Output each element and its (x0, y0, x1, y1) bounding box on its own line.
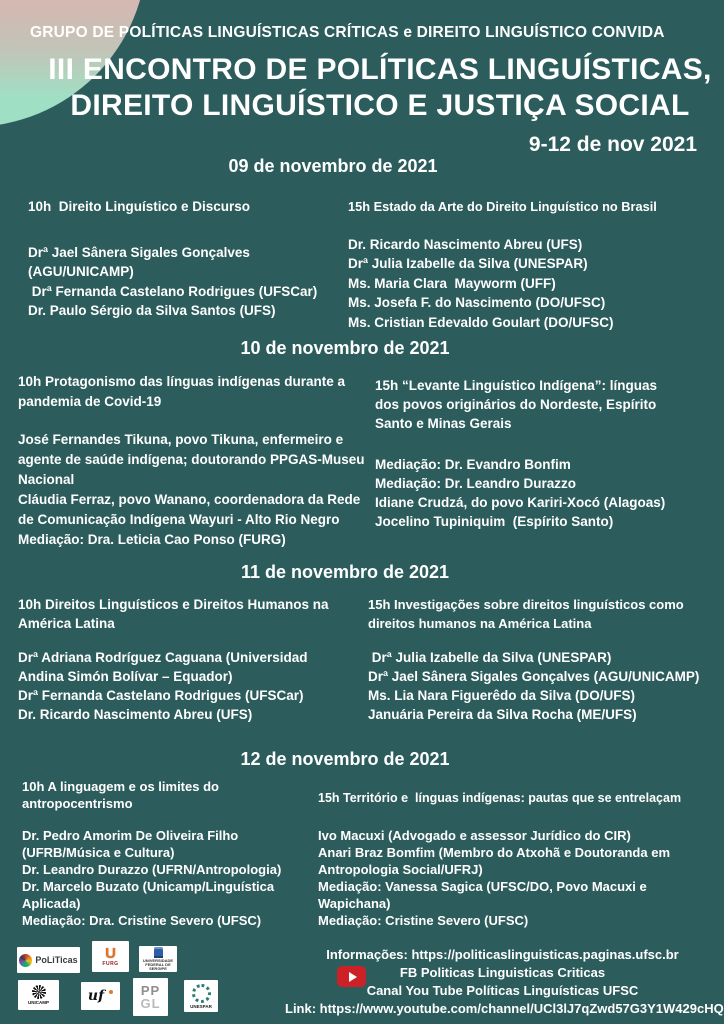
speaker-line: Januária Pereira da Silva Rocha (ME/UFS) (368, 707, 637, 722)
speaker-line: Drª Fernanda Castelano Rodrigues (UFSCar) (28, 283, 318, 299)
day-header-10-nov: 10 de novembro de 2021 (240, 338, 450, 358)
ufs-logo (139, 946, 177, 972)
speaker-line: Dr. Paulo Sérgio da Silva Santos (UFS) (28, 303, 276, 318)
furg-label: FURG (102, 961, 119, 967)
session-title-line: pandemia de Covid-19 (18, 394, 162, 409)
session-title (318, 790, 718, 807)
session-title-line: 15h Território e línguas indígenas: pautas que se entrelaçam (318, 791, 682, 805)
speaker-list (368, 648, 716, 724)
speaker-line: Drª Julia Izabelle da Silva (UNESPAR) (348, 256, 588, 271)
politicas-label: PoLiTicas (35, 955, 78, 965)
speaker-line: Andina Simón Bolívar – Equador) (18, 669, 233, 684)
speaker-line: Dr. Leandro Durazzo (UFRN/Antropologia) (22, 862, 282, 877)
session-title-line: 15h Estado da Arte do Direito Linguístico no Brasil (348, 199, 657, 214)
speaker-line: Nacional (18, 472, 75, 487)
uf-orange-dot-icon (109, 990, 113, 994)
footer-info (285, 946, 724, 1018)
session-title (375, 376, 710, 433)
speaker-line: Wapichana) (318, 896, 391, 911)
speaker-line: Dr. Marcelo Buzato (Unicamp/Linguística (22, 879, 275, 894)
speaker-line: José Fernandes Tikuna, povo Tikuna, enfermeiro e (18, 432, 344, 447)
speaker-line: Mediação: Dr. Evandro Bonfim (375, 457, 571, 472)
session-title-line: 15h “Levante Linguístico Indígena”: línguas (375, 378, 658, 393)
speaker-line: Dr. Ricardo Nascimento Abreu (UFS) (18, 707, 253, 722)
speaker-line: Drª Jael Sânera Sigales Gonçalves (AGU/UNICAMP) (368, 669, 700, 684)
speaker-line: Drª Adriana Rodríguez Caguana (Universidad (18, 650, 308, 665)
session-12nov-10h (22, 778, 337, 929)
session-title (368, 595, 716, 633)
day-header-09-nov: 09 de novembro de 2021 (228, 156, 438, 176)
speaker-line: Jocelino Tupiniquim (Espírito Santo) (375, 514, 614, 529)
session-title-line: Santo e Minas Gerais (375, 416, 512, 431)
session-title-line: direitos humanos na América Latina (368, 616, 592, 631)
session-title (22, 778, 337, 812)
speaker-line: Mediação: Dra. Cristine Severo (UFSC) (22, 913, 262, 928)
page-title (36, 52, 724, 124)
title-line-2: DIREITO LINGUÍSTICO E JUSTIÇA SOCIAL (70, 89, 690, 122)
speaker-list (22, 827, 337, 929)
session-11nov-15h (368, 595, 716, 724)
session-title-line: 10h Direito Linguístico e Discurso (28, 199, 251, 214)
speaker-line: Dr. Pedro Amorim De Oliveira Filho (22, 828, 239, 843)
session-title-line: 10h Direitos Linguísticos e Direitos Humanos na (18, 597, 329, 612)
speaker-line: Drª Jael Sânera Sigales Gonçalves (28, 244, 250, 260)
ppgl-label-top: PP (140, 983, 161, 998)
uf-handwritten-logo (81, 982, 120, 1010)
speaker-line: (UFRB/Música e Cultura) (22, 845, 175, 860)
invite-line: GRUPO DE POLÍTICAS LINGUÍSTICAS CRÍTICAS e DIREITO LINGUÍSTICO CONVIDA (30, 24, 665, 41)
furg-u-icon: U (105, 945, 116, 962)
session-title (348, 197, 683, 217)
speaker-line: Antropologia Social/UFRJ) (318, 862, 483, 877)
uf-handwritten-label: uf (87, 988, 105, 1004)
politicas-pinwheel-icon (19, 954, 32, 967)
speaker-list (18, 648, 358, 724)
unespar-label: UNESPAR (190, 1003, 212, 1009)
speaker-line: (AGU/UNICAMP) (28, 264, 134, 279)
ppgl-logo (133, 978, 168, 1016)
ufs-emblem-icon (154, 947, 163, 958)
session-12nov-15h (318, 790, 718, 929)
speaker-line: Mediação: Vanessa Sagica (UFSC/DO, Povo Macuxi e (318, 879, 647, 894)
info-url-link[interactable]: Informações: https://politicaslinguisticas.paginas.ufsc.br (326, 947, 679, 962)
speaker-line: Mediação: Cristine Severo (UFSC) (318, 913, 529, 928)
session-title-line: dos povos originários do Nordeste, Espírito (375, 397, 657, 412)
session-title-line: antropocentrismo (22, 796, 133, 811)
furg-logo (92, 941, 129, 972)
speaker-line: Ms. Cristian Edevaldo Goulart (DO/UFSC) (348, 314, 614, 330)
speaker-line: Drª Fernanda Castelano Rodrigues (UFSCar) (18, 688, 304, 703)
unespar-logo (184, 980, 218, 1012)
day-header-12-nov: 12 de novembro de 2021 (240, 749, 450, 769)
unicamp-logo (18, 980, 59, 1010)
session-09nov-15h (348, 197, 683, 332)
session-title-line: 10h A linguagem e os limites do (22, 779, 219, 794)
speaker-list (348, 235, 683, 333)
session-title (28, 197, 343, 217)
unicamp-label: UNICAMP (28, 1000, 49, 1005)
unicamp-emblem-icon (32, 985, 46, 999)
session-title (18, 372, 358, 412)
event-dates: 9-12 de nov 2021 (528, 133, 697, 156)
day-header-11-nov: 11 de novembro de 2021 (240, 562, 450, 582)
speaker-list (28, 243, 343, 321)
speaker-line: Idiane Crudzá, do povo Kariri-Xocó (Alagoas) (375, 495, 666, 510)
speaker-list (18, 430, 365, 550)
session-title-line: 10h Protagonismo das línguas indígenas durante a (18, 374, 346, 389)
facebook-page-line: FB Politicas Linguisticas Criticas (399, 965, 606, 980)
speaker-line: agente de saúde indígena; doutorando PPGAS-Museu (18, 452, 365, 467)
session-09nov-10h (28, 197, 343, 321)
politicas-logo (17, 947, 80, 973)
youtube-channel-line: Canal You Tube Políticas Linguísticas UFSC (366, 983, 639, 998)
session-title (18, 595, 358, 633)
speaker-line: Cláudia Ferraz, povo Wanano, coordenadora da Rede (18, 492, 361, 507)
speaker-list (375, 455, 710, 531)
unespar-ring-icon (192, 984, 211, 1003)
session-10nov-10h (18, 372, 365, 550)
session-title-line: América Latina (18, 616, 115, 631)
ppgl-label-bottom: GL (140, 996, 161, 1011)
speaker-line: Mediação: Dra. Leticia Cao Ponso (FURG) (18, 532, 286, 547)
session-11nov-10h (18, 595, 358, 724)
speaker-line: Ivo Macuxi (Advogado e assessor Jurídico do CIR) (318, 828, 631, 843)
session-10nov-15h (375, 376, 710, 531)
speaker-line: Ms. Maria Clara Mayworm (UFF) (348, 275, 556, 291)
speaker-line: Ms. Lia Nara Figuerêdo da Silva (DO/UFS) (368, 688, 636, 703)
title-line-1: III ENCONTRO DE POLÍTICAS LINGUÍSTICAS, (48, 53, 712, 86)
youtube-url-link[interactable]: Link: https://www.youtube.com/channel/UCl3lJ7qZwd57G3Y1W429cHQ (285, 1001, 724, 1016)
speaker-line: Ms. Josefa F. do Nascimento (DO/UFSC) (348, 295, 606, 310)
speaker-line: Anari Braz Bomfim (Membro do Atxohã e Doutoranda em (318, 845, 670, 860)
speaker-line: de Comunicação Indígena Wayuri - Alto Rio Negro (18, 512, 340, 527)
speaker-list (318, 827, 718, 929)
session-title-line: 15h Investigações sobre direitos linguísticos como (368, 597, 684, 612)
ufs-label: UNIVERSIDADE FEDERAL DE SERGIPE (142, 958, 174, 971)
speaker-line: Aplicada) (22, 896, 81, 911)
speaker-line: Mediação: Dr. Leandro Durazzo (375, 476, 577, 491)
speaker-line: Dr. Ricardo Nascimento Abreu (UFS) (348, 236, 583, 252)
speaker-line: Drª Julia Izabelle da Silva (UNESPAR) (368, 650, 612, 665)
